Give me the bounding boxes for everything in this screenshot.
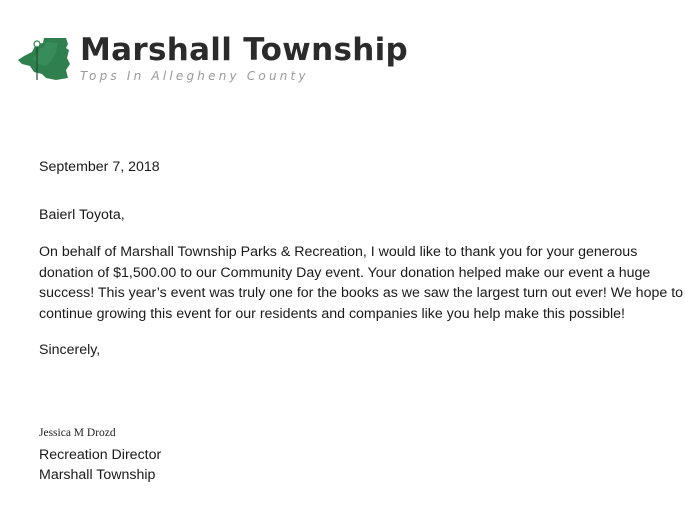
body-line: donation of $1,500.00 to our Community Day event. Your donation helped make our event a huge <box>39 264 651 281</box>
body-line: On behalf of Marshall Township Parks & Recreation, I would like to thank you for your generous <box>39 244 638 260</box>
body-line: continue growing this event for our residents and companies like you help make this possible! <box>39 305 625 322</box>
closing: Sincerely, <box>39 342 101 358</box>
signature: Jessica M Drozd <box>39 427 116 439</box>
signer-title: Recreation Director <box>39 447 162 463</box>
signer-org: Marshall Township <box>39 467 156 483</box>
township-map-logo-icon <box>16 34 74 84</box>
letter-date: September 7, 2018 <box>39 159 160 175</box>
salutation: Baierl Toyota, <box>39 207 125 223</box>
body-line: success! This year’s event was truly one for the books as we saw the largest turn out ever! We hope to <box>39 285 684 301</box>
body-paragraph <box>39 242 684 324</box>
letterhead <box>16 30 409 90</box>
org-name: Marshall Township <box>80 32 409 68</box>
tagline: Tops In Allegheny County <box>80 69 309 83</box>
